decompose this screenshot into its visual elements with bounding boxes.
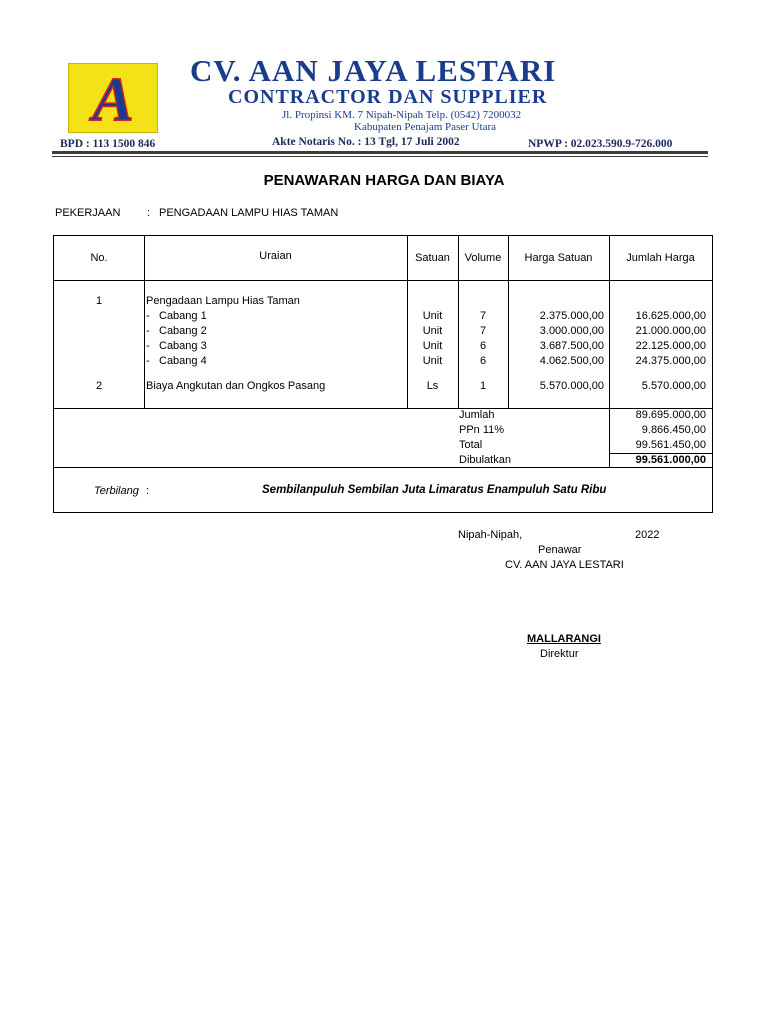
sub4-desc: Cabang 4 [159,355,207,367]
logo-letter: A [92,66,134,132]
sub2-dash: - [146,325,150,337]
akte-notaris: Akte Notaris No. : 13 Tgl, 17 Juli 2002 [272,136,460,148]
item2-no: 2 [95,380,103,392]
header-divider [54,280,712,281]
sub2-harga: 3.000.000,00 [539,325,604,337]
sub3-harga: 3.687.500,00 [539,340,604,352]
sub1-desc: Cabang 1 [159,310,207,322]
header-uraian: Uraian [259,250,292,262]
company-name: CV. AAN JAYA LESTARI [190,53,557,88]
item1-no: 1 [95,295,103,307]
npwp-number: NPWP : 02.023.590.9-726.000 [528,138,673,150]
terbilang-value: Sembilanpuluh Sembilan Juta Limaratus Enampuluh Satu Ribu [262,484,607,496]
item2-volume: 1 [479,380,487,392]
jumlah-value: 89.695.000,00 [635,409,706,421]
bpd-number: BPD : 113 1500 846 [60,138,156,150]
terbilang-label: Terbilang [94,485,139,497]
sub4-jumlah: 24.375.000,00 [635,355,706,367]
sub3-dash: - [146,340,150,352]
pekerjaan-value: PENGADAAN LAMPU HIAS TAMAN [159,207,339,219]
terbilang-colon: : [146,485,150,497]
sub1-jumlah: 16.625.000,00 [635,310,706,322]
header-satuan: Satuan [415,252,450,264]
header-volume: Volume [464,252,502,264]
signature-role: Penawar [538,544,582,556]
item2-harga: 5.570.000,00 [539,380,604,392]
sub4-satuan: Unit [422,355,443,367]
letterhead-rule [52,151,708,154]
sub1-satuan: Unit [422,310,443,322]
company-logo [68,63,158,133]
signatory-title: Direktur [540,648,579,660]
sub4-dash: - [146,355,150,367]
item1-desc: Pengadaan Lampu Hias Taman [146,295,300,307]
sub1-dash: - [146,310,150,322]
sub1-harga: 2.375.000,00 [539,310,604,322]
header-no: No. [90,252,108,264]
sub2-satuan: Unit [422,325,443,337]
company-address: Jl. Propinsi KM. 7 Nipah-Nipah Telp. (0542) 7200032 [282,109,522,121]
document-title: PENAWARAN HARGA DAN BIAYA [263,172,505,189]
signature-year: 2022 [635,529,660,541]
dibulatkan-label: Dibulatkan [459,454,511,466]
jumlah-label: Jumlah [459,409,495,421]
price-table [53,235,713,513]
item2-desc: Biaya Angkutan dan Ongkos Pasang [146,380,326,392]
letterhead-rule-thin [52,156,708,157]
sub2-jumlah: 21.000.000,00 [635,325,706,337]
item2-satuan: Ls [426,380,439,392]
ppn-label: PPn 11% [459,424,505,436]
ppn-value: 9.866.450,00 [641,424,706,436]
pekerjaan-label: PEKERJAAN [55,207,121,219]
dibulatkan-value: 99.561.000,00 [635,454,706,466]
signature-company: CV. AAN JAYA LESTARI [505,559,624,571]
pekerjaan-colon: : [147,207,151,219]
sub3-volume: 6 [479,340,487,352]
company-regency: Kabupaten Penajam Paser Utara [354,121,497,133]
totals-divider [54,467,712,468]
sub1-volume: 7 [479,310,487,322]
total-value: 99.561.450,00 [635,439,706,451]
sub3-satuan: Unit [422,340,443,352]
logo-a-icon [69,64,157,132]
sub2-volume: 7 [479,325,487,337]
sub4-volume: 6 [479,355,487,367]
total-label: Total [459,439,483,451]
header-jumlah-harga: Jumlah Harga [626,252,695,264]
sub4-harga: 4.062.500,00 [539,355,604,367]
item2-jumlah: 5.570.000,00 [641,380,706,392]
sub3-jumlah: 22.125.000,00 [635,340,706,352]
header-harga-satuan: Harga Satuan [524,252,593,264]
signature-place: Nipah-Nipah, [458,529,523,541]
sub2-desc: Cabang 2 [159,325,207,337]
sub3-desc: Cabang 3 [159,340,207,352]
company-subtitle: CONTRACTOR DAN SUPPLIER [228,86,548,108]
signatory-name: MALLARANGI [527,633,601,645]
